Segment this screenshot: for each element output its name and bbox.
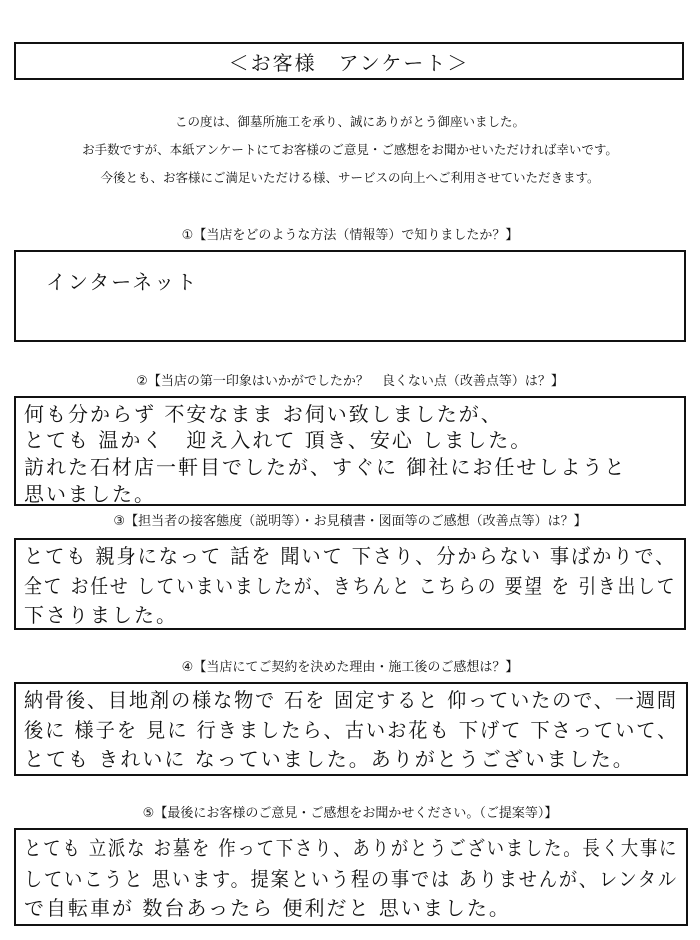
answer-line: 下さりました。 [24, 603, 178, 627]
intro-line: この度は、御墓所施工を承り、誠にありがとう御座いました。 [174, 114, 525, 129]
answer-line: 思いました。 [24, 482, 156, 506]
question-label: ④【当店にてご契約を決めた理由・施工後のご感想は？】 [181, 660, 519, 675]
answer-line: インターネット [46, 270, 199, 294]
question-label: ③【担当者の接客態度（説明等）・お見積書・図面等のご感想（改善点等）は？】 [113, 514, 587, 529]
answer-line: とても 立派な お墓を 作って下さり、ありがとうございました。長く大事に [24, 836, 679, 860]
answer-box [14, 538, 686, 630]
answer-line: とても きれいに なっていました。ありがとうございました。 [24, 747, 635, 771]
answer-line: 何も分からず 不安なまま お伺い致しましたが、 [24, 402, 503, 426]
intro-line: お手数ですが、本紙アンケートにてお客様のご意見・ご感想をお聞かせいただければ幸いです。 [82, 142, 618, 157]
answer-line: で自転車が 数台あったら 便利だと 思いました。 [24, 896, 511, 920]
question-label: ⑤【最後にお客様のご意見・ご感想をお聞かせください。（ご提案等）】 [142, 806, 558, 821]
answer-box [14, 250, 686, 342]
answer-box [14, 396, 686, 506]
page-title: ＜お客様 アンケート＞ [14, 42, 684, 80]
intro-line: 今後とも、お客様にご満足いただける様、サービスの向上へご利用させていただきます。 [100, 170, 600, 185]
question-label: ②【当店の第一印象はいかがでしたか？ 良くない点（改善点等）は？】 [136, 374, 564, 389]
answer-box [14, 682, 688, 776]
answer-line: とても 親身になって 話を 聞いて 下さり、分からない 事ばかりで、 [24, 544, 677, 568]
answer-line: 納骨後、目地剤の様な物で 石を 固定すると 仰っていたので、一週間 [24, 688, 678, 712]
answer-line: していこうと 思います。提案という程の事では ありませんが、レンタル [24, 867, 678, 891]
answer-line: 後に 様子を 見に 行きましたら、古いお花も 下げて 下さっていて、 [24, 718, 679, 742]
answer-box [14, 828, 688, 926]
answer-line: 訪れた石材店一軒目でしたが、すぐに 御社にお任せしようと [24, 455, 627, 479]
answer-line: 全て お任せ していまいましたが、きちんと こちらの 要望 を 引き出して [24, 574, 677, 598]
question-label: ①【当店をどのような方法（情報等）で知りましたか？】 [181, 228, 519, 243]
answer-line: とても 温かく 迎え入れて 頂き、安心 しました。 [24, 428, 533, 452]
